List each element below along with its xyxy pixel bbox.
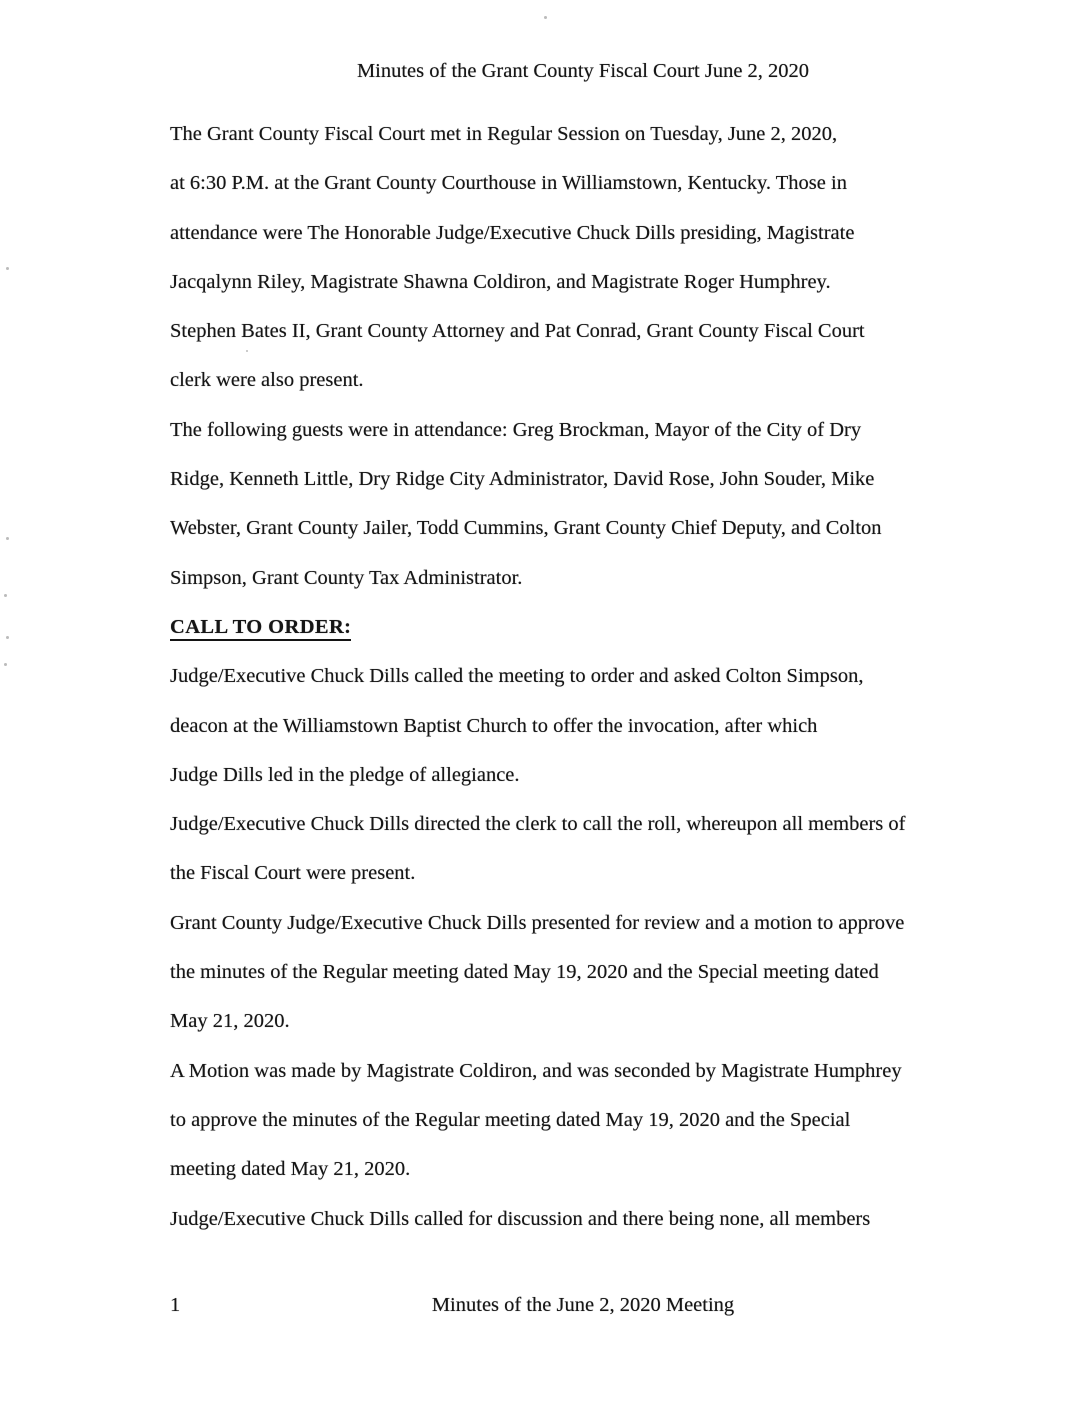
footer-title: Minutes of the June 2, 2020 Meeting [431,1294,735,1316]
body-line: Stephen Bates II, Grant County Attorney and Pat Conrad, Grant County Fiscal Court [170,320,865,343]
page-number: 1 [170,1294,181,1316]
scan-speckle [6,636,9,639]
scan-speckle [4,663,7,666]
document-title: Minutes of the Grant County Fiscal Court June 2, 2020 [356,60,810,82]
body-line: meeting dated May 21, 2020. [170,1158,411,1181]
body-line: to approve the minutes of the Regular meeting dated May 19, 2020 and the Special [170,1108,851,1131]
body-line: May 21, 2020. [170,1010,290,1033]
body-line: Grant County Judge/Executive Chuck Dills presented for review and a motion to approve [170,911,905,934]
body-line: Simpson, Grant County Tax Administrator. [170,566,523,589]
body-line: Judge/Executive Chuck Dills called for discussion and there being none, all members [170,1207,871,1230]
body-line: the Fiscal Court were present. [170,862,416,885]
scan-speckle [544,16,547,19]
body-line: The following guests were in attendance: Greg Brockman, Mayor of the City of Dry [170,418,862,441]
body-line: clerk were also present. [170,369,364,392]
section-heading-call-to-order [170,603,970,652]
body-line: deacon at the Williamstown Baptist Church to offer the invocation, after which [170,714,818,737]
scan-speckle [246,350,248,352]
body-line: A Motion was made by Magistrate Coldiron, and was seconded by Magistrate Humphrey [170,1059,902,1082]
body-line: Judge/Executive Chuck Dills called the meeting to order and asked Colton Simpson, [170,665,864,688]
document-body [170,110,970,1244]
body-line: Ridge, Kenneth Little, Dry Ridge City Administrator, David Rose, John Souder, Mike [170,468,875,491]
body-line: Judge Dills led in the pledge of allegiance. [170,763,520,786]
section-heading-text: CALL TO ORDER: [170,616,351,641]
body-line: The Grant County Fiscal Court met in Regular Session on Tuesday, June 2, 2020, [170,123,838,145]
body-line: Webster, Grant County Jailer, Todd Cummins, Grant County Chief Deputy, and Colton [170,517,882,540]
body-line: at 6:30 P.M. at the Grant County Courthouse in Williamstown, Kentucky. Those in [170,172,847,195]
body-line: Judge/Executive Chuck Dills directed the clerk to call the roll, whereupon all members of [170,813,906,836]
body-line: the minutes of the Regular meeting dated May 19, 2020 and the Special meeting dated [170,961,879,984]
body-line: Jacqalynn Riley, Magistrate Shawna Coldiron, and Magistrate Roger Humphrey. [170,270,831,293]
scan-speckle [6,537,9,540]
body-line: attendance were The Honorable Judge/Executive Chuck Dills presiding, Magistrate [170,221,855,244]
scan-speckle [4,594,7,597]
page-footer [170,1288,996,1322]
scan-speckle [6,267,9,270]
